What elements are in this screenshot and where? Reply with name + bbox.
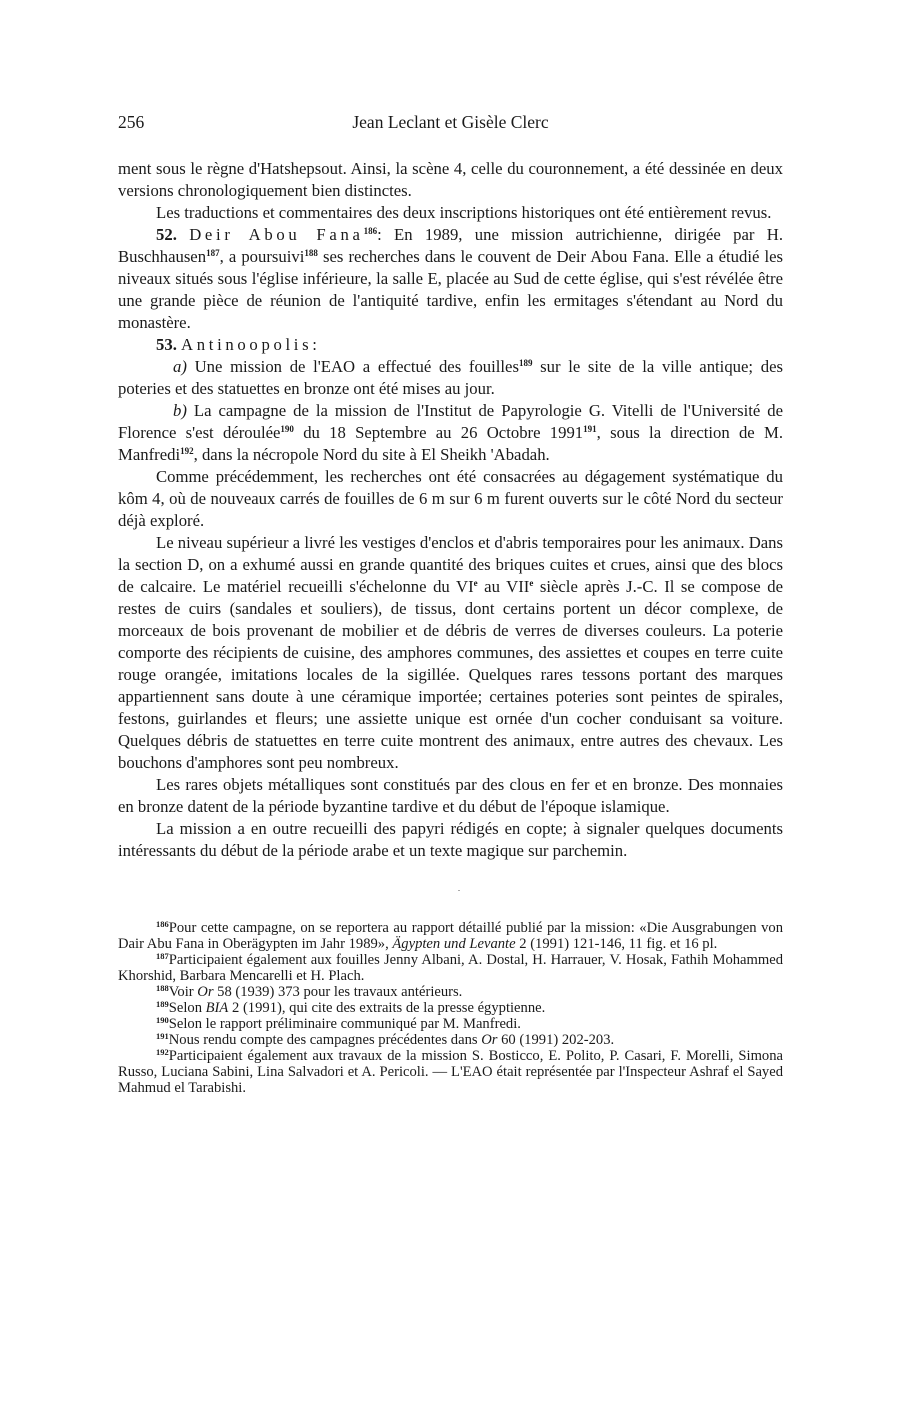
text-italic: Or [197,984,214,1000]
footnote-187 [118,952,783,984]
text-span: Voir [168,984,198,1000]
page-number: 256 [118,112,145,132]
text-span: Selon le rapport préliminaire communiqué par M. Manfredi. [168,1016,521,1032]
text-italic: Or [481,1032,498,1048]
paragraph-metal: Les rares objets métalliques sont constitués par des clous en fer et en bronze. Des monnaies en bronze datent de la période byzantine tardive et du début de l'époque islamique. [118,775,783,816]
text-span: 2 (1991), qui cite des extraits de la presse égyptienne. [228,1000,546,1016]
page [118,112,783,1096]
footnote-number: 189 [156,999,169,1009]
section-53 [118,334,783,356]
footnote-number: 190 [156,1015,169,1025]
section-place: Antinoopolis [181,335,313,354]
footnote-ref[interactable]: 191 [583,424,597,434]
section-place: Deir Abou Fana [189,225,364,244]
paragraph-continuation: ment sous le règne d'Hatshepsout. Ainsi, la scène 4, celle du couronnement, a été dessinée en deux versions chronologiquement bien distinctes. [118,159,783,200]
text-span: , dans la nécropole Nord du site à El Sheikh 'Abadah. [193,445,550,464]
text-span: Le niveau supérieur a livré les vestiges d'enclos et d'abris temporaires pour les animaux. Dans la section D, on a exhumé aussi en grande quantité des briques cuites et crues, ainsi que des blocs de calcaire. Le matériel recueilli s'échelonne du VI [118,533,783,596]
text-span: Une mission de l'EAO a effectué des fouilles [186,357,519,376]
text-span: 60 (1991) 202-203. [497,1032,615,1048]
footnote-191 [118,1032,783,1048]
text-span: , a poursuivi [219,247,305,266]
footnote-186 [118,920,783,952]
text-span: 2 (1991) 121-146, 11 fig. et 16 pl. [515,936,718,952]
footnote-ref[interactable]: 189 [518,358,533,368]
text-span: 58 (1939) 373 pour les travaux antérieurs. [213,984,463,1000]
section-number: 52. [156,225,177,244]
text-italic: Ägypten und Levante [392,936,516,952]
running-title: Jean Leclant et Gisèle Clerc [352,112,549,132]
text-span: La campagne de la mission de l'Institut de Papyrologie G. Vitelli de l'Université de Florence s'est déroulée [118,401,783,442]
footnote-189 [118,1000,783,1016]
footnote-192 [118,1048,783,1096]
footnote-ref[interactable]: 187 [206,248,220,258]
separator [118,862,783,920]
footnote-number: 187 [156,951,169,961]
paragraph-kom4: Comme précédemment, les recherches ont été consacrées au dégagement systématique du kôm 4, où de nouveaux carrés de fouilles de 6 m sur 6 m furent ouverts sur le côté Nord du secteur déjà exploré. [118,467,783,530]
footnote-ref[interactable]: 190 [280,424,294,434]
text-span: Participaient également aux travaux de la mission S. Bosticco, E. Polito, P. Casari, F. Morelli, Simona Russo, Luciana Sabini, Lina Salvadori et A. Pericoli. — L'EAO était représentée par l'Inspecteur Ashraf el Sayed Mahmud el Tarabishi. [118,1048,783,1096]
footnote-188 [118,984,783,1000]
superscript: e [473,578,478,588]
footnotes [118,920,783,1096]
text-span: Selon [168,1000,206,1016]
text-span: Nous rendu compte des campagnes précédentes dans [168,1032,482,1048]
text-span: siècle après J.-C. Il se compose de restes de cuirs (sandales et souliers), de tissus, dont certains portent un décor complexe, de morceaux de bois provenant de mobilier et de débris de verres de diverses couleurs. La poterie comporte des récipients de cuisine, des amphores communes, des assiettes et coupes en terre cuite rouge orangée, imitations locales de la sigillée. Quelques rares tessons portant des marques appartiennent sans doute à une céramique importée; certaines poteries sont peintes de spirales, festons, guirlandes et fleurs; une assiette unique est ornée d'un cocher conduisant sa voiture. Quelques débris de statuettes en terre cuite montrent des animaux, entre autres des chevaux. Les bouchons d'amphores sont peu nombreux. [118,577,783,772]
text-span: du 18 Septembre au 26 Octobre 1991 [293,423,584,442]
section-number: 53. [156,335,177,354]
text-span: au VII [477,577,530,596]
running-header [118,112,783,142]
text-span: : En 1989, une mission autrichienne, dirigée par H. Buschhausen [118,225,784,266]
paragraph-papyri: La mission a en outre recueilli des papyri rédigés en copte; à signaler quelques documents intéressants du début de la période arabe et un texte magique sur parchemin. [118,819,783,860]
subsection-label: b) [173,401,187,420]
subsection-a [118,356,783,400]
footnote-number: 188 [156,983,169,993]
text-span: , sous la direction de M. Manfredi [118,423,783,464]
separator-dot: . [458,884,460,893]
footnote-number: 191 [156,1031,169,1041]
footnote-number: 186 [156,919,169,929]
text-span: Participaient également aux fouilles Jenny Albani, A. Dostal, H. Harrauer, V. Hosak, Fathih Mohammed Khorshid, Barbara Mencarelli et H. Plach. [118,952,783,984]
text-italic: BIA [205,1000,229,1016]
subsection-b [118,400,783,466]
main-text [118,158,783,862]
text-span: ses recherches dans le couvent de Deir Abou Fana. Elle a étudié les niveaux situés sous l'église inférieure, la salle E, placée au Sud de cette église, qui s'est révélée être une grande pièce de réunion de l'antiquité tardive, enfin les ermitages s'étendant au Nord du monastère. [118,247,783,332]
footnote-number: 192 [156,1047,169,1057]
subsection-label: a) [173,357,187,376]
paragraph-niveau [118,532,783,774]
superscript: e [529,578,534,588]
footnote-ref[interactable]: 188 [304,248,318,258]
text-span: Pour cette campagne, on se reportera au rapport détaillé publié par la mission: «Die Ausgrabungen von Dair Abu Fana in Oberägypten im Jahr 1989», [118,920,783,952]
section-52 [118,224,783,334]
text-span: sur le site de la ville antique; des poteries et des statuettes en bronze ont été mises au jour. [118,357,783,398]
footnote-190 [118,1016,783,1032]
text-span: : [312,335,317,354]
footnote-ref[interactable]: 186 [363,226,378,236]
footnote-ref[interactable]: 192 [180,446,194,456]
paragraph-translations: Les traductions et commentaires des deux inscriptions historiques ont été entièrement revus. [156,203,772,222]
